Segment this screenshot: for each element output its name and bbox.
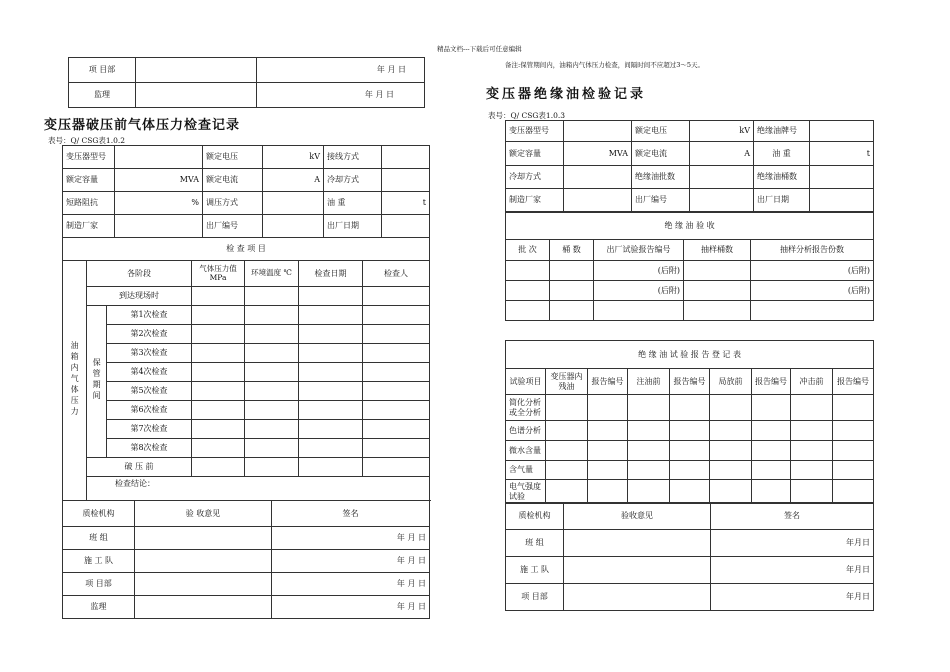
sign-date: 年 月 日 [272, 527, 430, 550]
r-sign-label: 项 目部 [506, 584, 564, 611]
oil-weight-unit: t [382, 192, 430, 215]
cell[interactable] [546, 421, 588, 441]
acceptance-title: 绝 缘 油 验 收 [506, 213, 874, 240]
cell[interactable] [833, 395, 874, 421]
r-manufacturer-label: 制造厂家 [506, 189, 564, 212]
cell[interactable] [670, 441, 710, 461]
test-col-report: 报告编号 [588, 369, 628, 395]
cell[interactable] [588, 421, 628, 441]
cell[interactable] [628, 480, 670, 504]
sign-label: 施 工 队 [63, 550, 135, 573]
serial-label: 出厂编号 [203, 215, 263, 238]
check-label: 第8次检查 [107, 439, 192, 458]
r-oil-weight-unit: t [810, 142, 874, 166]
cell[interactable] [670, 421, 710, 441]
test-item: 微水含量 [506, 441, 546, 461]
cell[interactable] [299, 287, 363, 306]
cell[interactable] [791, 480, 833, 504]
test-col-item: 试验项目 [506, 369, 546, 395]
cell[interactable] [588, 395, 628, 421]
test-col-before-fill: 注油前 [628, 369, 670, 395]
r-cooling-label: 冷却方式 [506, 166, 564, 189]
sign-date: 年 月 日 [272, 596, 430, 619]
r-sign-opinion[interactable] [564, 530, 711, 557]
cell[interactable] [299, 458, 363, 477]
cell[interactable] [299, 306, 363, 325]
cell[interactable] [752, 461, 791, 480]
manufacturer-label: 制造厂家 [63, 215, 115, 238]
r-model-label: 变压器型号 [506, 121, 564, 142]
cell[interactable] [245, 382, 299, 401]
r-sign-date: 年月日 [711, 584, 874, 611]
cell[interactable] [751, 301, 874, 321]
cell[interactable] [710, 395, 752, 421]
cell[interactable] [192, 325, 245, 344]
cell[interactable] [550, 281, 594, 301]
r-oil-drums-value[interactable] [810, 166, 874, 189]
cell[interactable] [363, 344, 430, 363]
capacity-unit: MVA [115, 169, 203, 192]
cell[interactable] [684, 261, 751, 281]
test-col-before-impulse: 冲击前 [791, 369, 833, 395]
cell[interactable] [245, 325, 299, 344]
sign-opinion[interactable] [135, 573, 272, 596]
conclusion-label[interactable]: 检查结论： [87, 477, 430, 501]
top-sign-label-1: 项 目部 [69, 58, 136, 83]
header-note: 精品文档---下载后可任意编辑 [437, 45, 522, 53]
right-note: 备注:保管期间内，油箱内气体压力检查，间隔时间不应超过3～5天。 [505, 61, 704, 69]
check-label: 第2次检查 [107, 325, 192, 344]
check-label: 第6次检查 [107, 401, 192, 420]
r-rated-current-unit: A [690, 142, 754, 166]
cell[interactable] [684, 281, 751, 301]
cell[interactable] [245, 420, 299, 439]
cell[interactable] [245, 401, 299, 420]
cell[interactable] [684, 301, 751, 321]
cell[interactable] [588, 441, 628, 461]
connection-label: 接线方式 [324, 146, 382, 169]
r-cooling-value[interactable] [564, 166, 632, 189]
check-label: 第1次检查 [107, 306, 192, 325]
col-inspector: 检查人 [363, 261, 430, 287]
cell[interactable] [594, 301, 684, 321]
cell[interactable] [192, 458, 245, 477]
date-label: 出厂日期 [324, 215, 382, 238]
r-rated-voltage-label: 额定电压 [632, 121, 690, 142]
test-col-report: 报告编号 [833, 369, 874, 395]
top-sign-opinion-2[interactable] [136, 83, 257, 108]
cell[interactable] [192, 401, 245, 420]
cell[interactable] [192, 382, 245, 401]
test-col-before-pd: 局放前 [710, 369, 752, 395]
storage-label: 保管期间 [92, 358, 102, 403]
col-pressure: 气体压力值 MPa [192, 261, 245, 287]
cell[interactable] [752, 441, 791, 461]
cell[interactable] [710, 441, 752, 461]
cell[interactable] [710, 461, 752, 480]
acc-col-sampled: 抽样桶数 [684, 240, 751, 261]
r-oil-brand-label: 绝缘油牌号 [754, 121, 810, 142]
check-label: 第5次检查 [107, 382, 192, 401]
cell[interactable] [546, 480, 588, 504]
cell[interactable] [363, 306, 430, 325]
model-value[interactable] [115, 146, 203, 169]
attached-note: (后附) [594, 261, 684, 281]
left-form-no: 表号：Q/ CSG表1.0.2 [48, 136, 126, 145]
col-stage: 各阶段 [87, 261, 192, 287]
cell[interactable] [791, 461, 833, 480]
cell[interactable] [192, 287, 245, 306]
before-break-label: 破 压 前 [87, 458, 192, 477]
r-oil-batch-label: 绝缘油批数 [632, 166, 690, 189]
r-oil-batch-value[interactable] [690, 166, 754, 189]
model-label: 变压器型号 [63, 146, 115, 169]
check-label: 第3次检查 [107, 344, 192, 363]
top-sign-date-2: 年 月 日 [257, 83, 425, 108]
r-sign-label: 施 工 队 [506, 557, 564, 584]
cell[interactable] [245, 363, 299, 382]
left-info-table [62, 145, 430, 238]
r-oil-brand-value[interactable] [810, 121, 874, 142]
test-item: 简化分析或全分析 [506, 395, 546, 421]
r-model-value[interactable] [564, 121, 632, 142]
inspect-title: 检 查 项 目 [63, 238, 430, 261]
r-capacity-label: 额定容量 [506, 142, 564, 166]
cell[interactable] [192, 363, 245, 382]
cell[interactable] [670, 395, 710, 421]
regulation-label: 调压方式 [203, 192, 263, 215]
acc-col-drums: 桶 数 [550, 240, 594, 261]
cell[interactable] [245, 344, 299, 363]
test-col-residual: 变压器内残油 [546, 369, 588, 395]
right-title: 变压器绝缘油检验记录 [486, 87, 647, 102]
r-manufacturer-value[interactable] [564, 189, 632, 212]
acc-col-batch: 批 次 [506, 240, 550, 261]
test-item: 色谱分析 [506, 421, 546, 441]
cell[interactable] [670, 461, 710, 480]
cell[interactable] [752, 421, 791, 441]
cell[interactable] [363, 458, 430, 477]
right-form-no: 表号：Q/ CSG表1.0.3 [488, 111, 566, 120]
attached-note: (后附) [751, 261, 874, 281]
col-date: 检查日期 [299, 261, 363, 287]
cell[interactable] [546, 441, 588, 461]
sign-head-org: 质检机构 [63, 501, 135, 527]
sign-label: 班 组 [63, 527, 135, 550]
cell[interactable] [833, 441, 874, 461]
rated-current-unit: A [263, 169, 324, 192]
side-label-cell [63, 261, 87, 501]
cell[interactable] [833, 461, 874, 480]
rated-voltage-unit: kV [263, 146, 324, 169]
cell[interactable] [710, 480, 752, 504]
cell[interactable] [363, 420, 430, 439]
cell[interactable] [245, 458, 299, 477]
regulation-value[interactable] [263, 192, 324, 215]
sign-date: 年 月 日 [272, 550, 430, 573]
date-value[interactable] [382, 215, 430, 238]
cell[interactable] [245, 439, 299, 458]
side-label: 油箱内气体压力 [70, 340, 80, 418]
acc-col-report: 出厂试验报告编号 [594, 240, 684, 261]
sign-head-sign: 签名 [272, 501, 430, 527]
rated-current-label: 额定电流 [203, 169, 263, 192]
r-serial-label: 出厂编号 [632, 189, 690, 212]
cell[interactable] [546, 461, 588, 480]
top-sign-opinion-1[interactable] [136, 58, 257, 83]
right-sign-table [505, 502, 874, 611]
capacity-label: 额定容量 [63, 169, 115, 192]
cell[interactable] [752, 480, 791, 504]
r-sign-date: 年月日 [711, 530, 874, 557]
cell[interactable] [550, 261, 594, 281]
cell[interactable] [791, 421, 833, 441]
cell[interactable] [628, 421, 670, 441]
cell[interactable] [363, 401, 430, 420]
right-info-table [505, 120, 874, 212]
right-test-table [505, 340, 874, 504]
sign-opinion[interactable] [135, 527, 272, 550]
attached-note: (后附) [594, 281, 684, 301]
top-sign-table [68, 57, 425, 108]
test-item: 含气量 [506, 461, 546, 480]
cell[interactable] [363, 439, 430, 458]
check-label: 第4次检查 [107, 363, 192, 382]
r-sign-date: 年月日 [711, 557, 874, 584]
left-inspect-table [62, 237, 430, 501]
cell[interactable] [628, 441, 670, 461]
cell[interactable] [299, 382, 363, 401]
cell[interactable] [506, 301, 550, 321]
r-sign-label: 班 组 [506, 530, 564, 557]
test-item: 电气强度试验 [506, 480, 546, 504]
cell[interactable] [833, 480, 874, 504]
r-rated-current-label: 额定电流 [632, 142, 690, 166]
cell[interactable] [299, 439, 363, 458]
r-sign-head-opinion: 验收意见 [564, 503, 711, 530]
cell[interactable] [299, 401, 363, 420]
cell[interactable] [245, 287, 299, 306]
cell[interactable] [628, 395, 670, 421]
r-rated-voltage-unit: kV [690, 121, 754, 142]
r-capacity-unit: MVA [564, 142, 632, 166]
cell[interactable] [192, 344, 245, 363]
cooling-value[interactable] [382, 169, 430, 192]
top-sign-label-2: 监理 [69, 83, 136, 108]
r-date-label: 出厂日期 [754, 189, 810, 212]
check-label: 第7次检查 [107, 420, 192, 439]
cell[interactable] [363, 382, 430, 401]
right-acceptance-table [505, 212, 874, 321]
cell[interactable] [791, 395, 833, 421]
cell[interactable] [550, 301, 594, 321]
test-col-report: 报告编号 [670, 369, 710, 395]
sign-opinion[interactable] [135, 596, 272, 619]
manufacturer-value[interactable] [115, 215, 203, 238]
r-date-value[interactable] [810, 189, 874, 212]
cell[interactable] [299, 363, 363, 382]
cell[interactable] [833, 421, 874, 441]
r-oil-weight-label: 油 重 [754, 142, 810, 166]
cell[interactable] [588, 480, 628, 504]
cell[interactable] [670, 480, 710, 504]
cell[interactable] [710, 421, 752, 441]
impedance-label: 短路阻抗 [63, 192, 115, 215]
rated-voltage-label: 额定电压 [203, 146, 263, 169]
col-temp: 环境温度 ℃ [245, 261, 299, 287]
sign-label: 监理 [63, 596, 135, 619]
r-sign-opinion[interactable] [564, 584, 711, 611]
serial-value[interactable] [263, 215, 324, 238]
cell[interactable] [299, 420, 363, 439]
arrival-label: 到达现场时 [87, 287, 192, 306]
top-sign-date-1: 年 月 日 [257, 58, 425, 83]
cell[interactable] [245, 306, 299, 325]
cell[interactable] [299, 344, 363, 363]
r-oil-drums-label: 绝缘油桶数 [754, 166, 810, 189]
test-title: 绝 缘 油 试 验 报 告 登 记 表 [506, 341, 874, 369]
cell[interactable] [791, 441, 833, 461]
sign-head-opinion: 验 收意见 [135, 501, 272, 527]
sign-label: 项 目部 [63, 573, 135, 596]
left-title: 变压器破压前气体压力检查记录 [44, 118, 241, 133]
cell[interactable] [192, 439, 245, 458]
cell[interactable] [628, 461, 670, 480]
oil-weight-label: 油 重 [324, 192, 382, 215]
cell[interactable] [363, 287, 430, 306]
left-sign-table [62, 500, 430, 619]
attached-note: (后附) [751, 281, 874, 301]
cell[interactable] [299, 325, 363, 344]
test-col-report: 报告编号 [752, 369, 791, 395]
impedance-unit: % [115, 192, 203, 215]
cell[interactable] [506, 281, 550, 301]
cell[interactable] [506, 261, 550, 281]
cell[interactable] [588, 461, 628, 480]
cooling-label: 冷却方式 [324, 169, 382, 192]
r-sign-head-org: 质检机构 [506, 503, 564, 530]
r-sign-opinion[interactable] [564, 557, 711, 584]
cell[interactable] [192, 306, 245, 325]
cell[interactable] [546, 395, 588, 421]
acc-col-analysis: 抽样分析报告份数 [751, 240, 874, 261]
cell[interactable] [363, 325, 430, 344]
connection-value[interactable] [382, 146, 430, 169]
cell[interactable] [192, 420, 245, 439]
cell[interactable] [363, 363, 430, 382]
sign-date: 年 月 日 [272, 573, 430, 596]
cell[interactable] [752, 395, 791, 421]
storage-label-cell [87, 306, 107, 458]
r-serial-value[interactable] [690, 189, 754, 212]
r-sign-head-sign: 签名 [711, 503, 874, 530]
sign-opinion[interactable] [135, 550, 272, 573]
